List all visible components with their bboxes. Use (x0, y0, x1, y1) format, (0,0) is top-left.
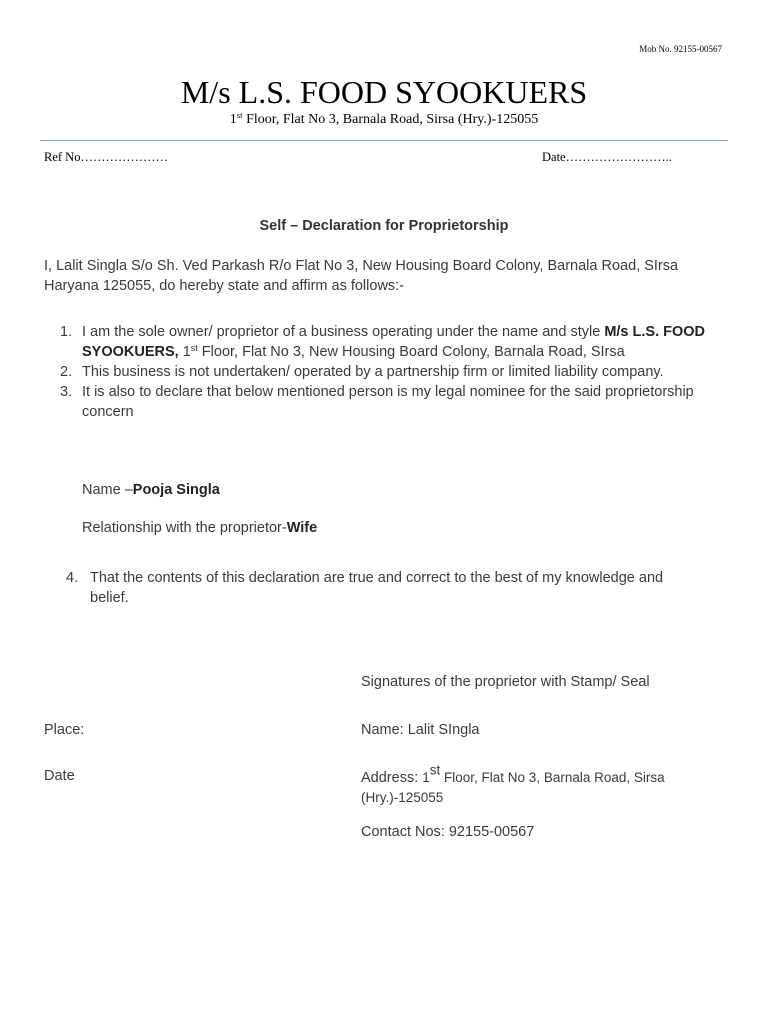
item-ordinal: 1 (178, 344, 191, 360)
nominee-name (82, 482, 220, 498)
item-superscript: st (190, 343, 198, 354)
declaration-list-continued (44, 568, 704, 608)
company-address (0, 112, 768, 128)
list-item-text: That the contents of this declaration are true and correct to the best of my knowledge and belief. (90, 570, 664, 606)
address-rest: Floor, Flat No 3, Barnala Road, Sirsa (Hry.)-125055 (361, 770, 665, 805)
company-address-rest: Floor, Flat No 3, Barnala Road, Sirsa (Hry.)-125055 (242, 112, 539, 127)
header-divider (40, 140, 728, 141)
document-title: Self – Declaration for Proprietorship (259, 218, 509, 234)
address-superscript: st (429, 762, 441, 778)
contact-numbers: Contact Nos: 92155-00567 (361, 824, 535, 840)
item-text-before: I am the sole owner/ proprietor of a business operating under the name and style (82, 324, 605, 340)
list-item-number: 2. (60, 364, 73, 380)
signature-line: Signatures of the proprietor with Stamp/ Seal (361, 674, 650, 690)
list-item-number: 3. (60, 384, 73, 400)
nominee-relationship (82, 520, 317, 536)
list-item-number: 1. (60, 324, 73, 340)
list-item (44, 362, 724, 382)
intro-paragraph: I, Lalit Singla S/o Sh. Ved Parkash R/o Flat No 3, New Housing Board Colony, Barnala Road, SIrsa Haryana 125055, do hereby state and affirm as follows:- (44, 258, 679, 294)
list-item (44, 382, 724, 422)
nominee-name-label: Name – (82, 482, 133, 498)
proprietor-name: Name: Lalit SIngla (361, 722, 480, 738)
list-item (44, 322, 724, 362)
proprietor-address (361, 762, 721, 808)
relationship-label: Relationship with the proprietor- (82, 520, 287, 536)
header-date: Date…………………….. (542, 150, 672, 164)
company-address-superscript: st (236, 110, 243, 121)
ref-number: Ref No………………… (44, 150, 168, 164)
declaration-list (44, 322, 724, 422)
address-ordinal: 1 (422, 770, 430, 785)
company-address-ordinal: 1 (229, 112, 237, 127)
relationship-value: Wife (286, 520, 318, 536)
item-text-after: Floor, Flat No 3, New Housing Board Colony, Barnala Road, SIrsa (197, 344, 625, 360)
list-item-text: It is also to declare that below mentioned person is my legal nominee for the said proprietorship concern (82, 384, 694, 420)
business-name: M/s L.S. FOOD SYOOKUERS, (82, 324, 706, 360)
list-item (44, 568, 704, 608)
place-label: Place: (44, 722, 85, 738)
date-label: Date (44, 768, 75, 784)
mobile-number: Mob No. 92155-00567 (639, 44, 722, 54)
list-item-text: This business is not undertaken/ operated by a partnership firm or limited liability company. (82, 364, 664, 380)
list-item-number: 4. (66, 570, 79, 586)
company-name: M/s L.S. FOOD SYOOKUERS (180, 74, 588, 110)
address-label: Address: (361, 770, 423, 786)
nominee-name-value: Pooja Singla (132, 482, 220, 498)
